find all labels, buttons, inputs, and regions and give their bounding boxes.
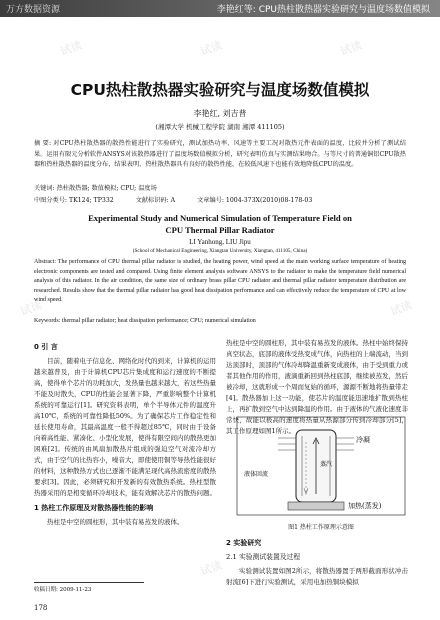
keywords-en: Keywords: thermal pillar radiator; heat dissipation performance; CPU; numerical simulation — [34, 318, 256, 324]
authors-cn: 李艳红, 刘吉普 — [193, 109, 247, 118]
title-en-line1: Experimental Study and Numerical Simulation of Temperature Field on — [88, 213, 352, 223]
watermark: 试读 — [58, 38, 84, 59]
watermark: 试读 — [198, 558, 224, 579]
running-header — [0, 0, 440, 17]
paper-title-en — [0, 212, 440, 236]
page-number: 178 — [34, 604, 48, 612]
watermark: 试读 — [388, 298, 414, 319]
abstract-cn: 摘 要: 对CPU热柱散热器的散热性能进行了实验研究，测试加热功率、风速等主要工况对散热元件表面的温度，比较并分析了测试结果。运用有限元分析软件ANSYS对该散热器进行了温度场数值模拟分析，研究表明仿真与实测结果吻合。与等尺寸的普通铜铝CPU散热器和热柱散热器的温度分布，结果表明，热柱散热器具有良好的散热性能，在较低风速下也能有效地降低CPU的温度。 — [34, 140, 406, 168]
document-code: 文献标识码: A — [135, 197, 176, 204]
label-evaporation: 加热(蒸发) — [348, 502, 382, 510]
header-right-title: 李艳红等: CPU热柱散热器实验研究与温度场数值模拟 — [216, 5, 430, 15]
paper-title-cn: CPU热柱散热器实验研究与温度场数值模拟 — [70, 81, 370, 99]
watermark: 试读 — [198, 38, 224, 59]
figure-1-caption: 图1 热柱工作原理示意图 — [288, 524, 354, 531]
classification-meta — [34, 195, 414, 204]
section-1-text: 热柱是中空的圆柱形，其中装有易蒸发的液体。热柱中始终保持真空状态，底部的液体受热变成气体，向热柱的上端流动，当到达顶部时，顶部的气体冷却降温重新变成液体，由于受到重力或者其他作用的作用，液滴重新回到热柱底部，继续被蒸发，然后被冷却，这就形成一个周而复始的循环，源源不断地将热量带走[4]。散热器加上这一功能，使芯片的温度能迅速地扩散到热柱上，再扩散到空气中达到降温的作用。由于液体的气液化速度非常快，故能以极高的速度将热量从热源部分传到冷却部分[5]，其工作原理如图1所示。 — [226, 339, 408, 435]
section-2-1-text: 实验测试装置如图2所示，将散热器置于两形截面形状冲击射流[6]下进行实验测试，采用电加热铜块模拟 — [226, 567, 408, 586]
affiliation-cn: (湘潭大学 机械工程学院 湖南 湘潭 411105) — [155, 123, 285, 131]
keywords-cn: 关键词: 热柱散热器; 数值模拟; CPU; 温度场 — [34, 185, 157, 192]
section-0-heading: 0 引 言 — [34, 343, 58, 351]
label-condensation: 冷凝 — [356, 436, 370, 444]
label-vapor: 蒸汽 — [320, 461, 333, 468]
title-en-line2: CPU Thermal Pillar Radiator — [165, 225, 275, 235]
section-0-text: 目前，随着电子信息化、网络化时代的到来，计算机的运用越来越普及，由于计算机CPU芯片集成度和运行速度的不断提高，使得单个芯片的功耗加大，发热量也越来越大，若这些热量不能及时散失，CPU的性能会显著下降，严重影响整个计算机系统的可靠运行[1]。研究资料表明，单个半导体元件的温度升高10℃，系统的可靠性降低50%。为了确保芯片工作稳定性和延长使用寿命，其最高温度一般不得超过85℃，同时由于设备向着高性能、紧凑化、小型化发展，使得有限空间内的散热更加困难[2]。传统的由风扇加散热片组成的强迫空气对流冷却方式，由于空气的比热容小，噪音大，即使使用铜等导热性能很好的材料，这种散热方式也已逐渐不能满足现代高热流密度的散热要求[3]。因此，必须研究和开发新的有效散热系统。热柱型散热器采用的是相变循环冷却技术，能有效解决芯片的散热问题。 — [34, 357, 216, 497]
label-liquid-return: 液体回流 — [244, 471, 269, 478]
section-1-text-start: 热柱是中空的圆柱形，其中装有易蒸发的液体。 — [47, 518, 184, 526]
affiliation-en: (School of Mechanical Engineering, Xiangtan University, Xiangtan, 411105, China) — [132, 248, 308, 254]
watermark: 试读 — [338, 38, 364, 59]
section-1-heading: 1 热柱工作原理及对散热器性能的影响 — [34, 504, 154, 512]
section-2-1-heading: 2.1 实验测试装置及过程 — [226, 553, 301, 561]
received-date: 收稿日期: 2009-11-23 — [34, 582, 144, 593]
figure-1-diagram — [236, 416, 406, 516]
left-column — [34, 338, 216, 528]
section-2-heading: 2 实验研究 — [226, 539, 262, 547]
watermark: 试读 — [18, 298, 44, 319]
header-left-label: 万方数据资源 — [6, 5, 61, 15]
clc-number: 中图分类号: TK124; TP332 — [34, 197, 114, 204]
right-column-bottom — [226, 534, 408, 588]
authors-en: LI Yanhong, LIU Jipu — [189, 238, 251, 246]
article-number: 文章编号: 1004-373X(2010)08-178-03 — [197, 197, 313, 204]
abstract-en: Abstract: The performance of CPU thermal pillar radiator is studied, the heating power, wind speed at the main working surface temperature of heating electronic components are tested and compared. Using finite element analysis software ANSYS to the radiator to make the temperature field numerical analysis of this radiator. In the air condition, the same size of ordinary brass pillar CPU radiator and thermal pillar radiator temperature distribution are researched. Results show that the thermal pillar radiator has good heat dissipation performance and can effectively reduce the temperature of CPU at low wind speed. — [34, 259, 406, 304]
